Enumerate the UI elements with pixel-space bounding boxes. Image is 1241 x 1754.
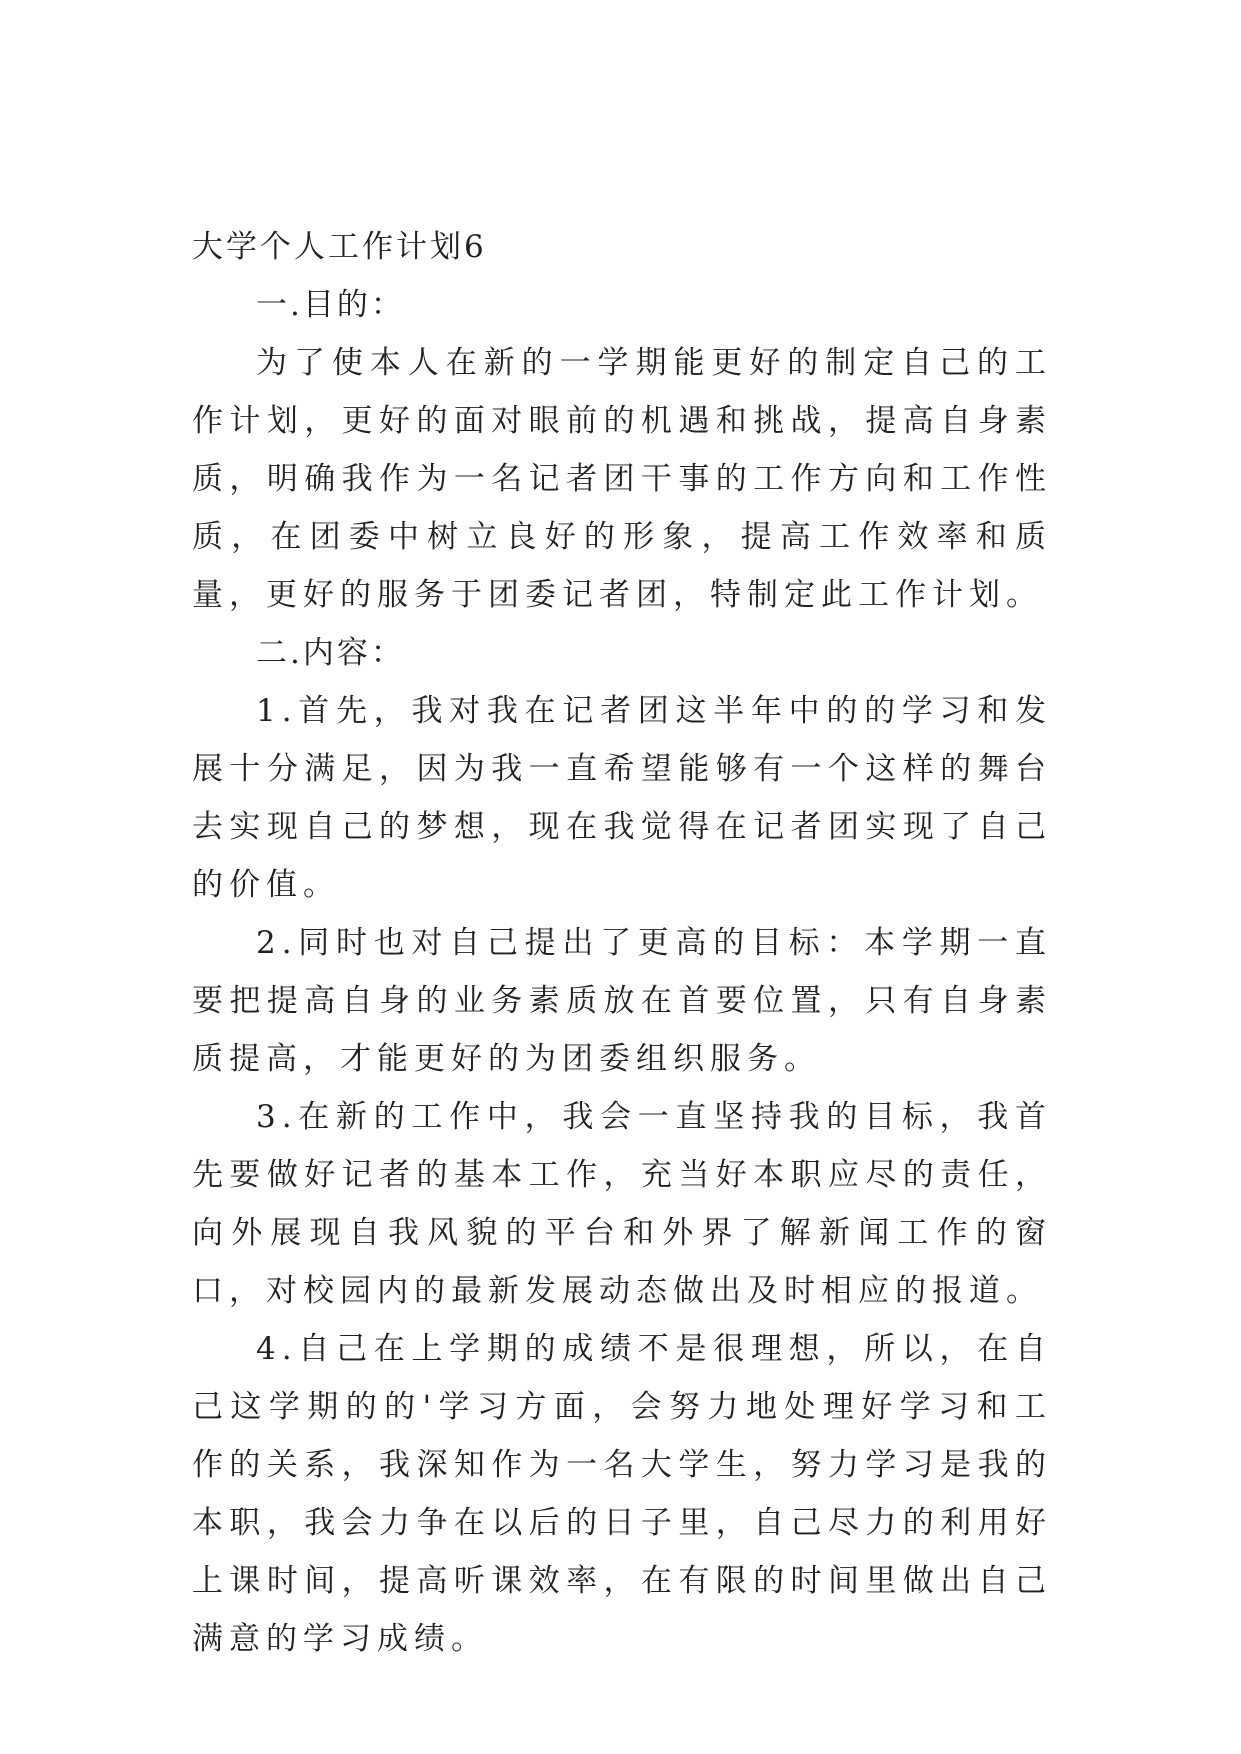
content-item-1: 1.首先，我对我在记者团这半年中的的学习和发展十分满足，因为我一直希望能够有一个这样的舞台去实现自己的梦想，现在我觉得在记者团实现了自己的价值。 xyxy=(192,693,1052,903)
section-heading-purpose: 一.目的： xyxy=(256,287,405,323)
section-heading-content: 二.内容： xyxy=(256,635,405,671)
document-title: 大学个人工作计划6 xyxy=(192,229,487,265)
document-body xyxy=(192,218,1052,1668)
content-item-4: 4.自己在上学期的成绩不是很理想，所以，在自己这学期的的'学习方面，会努力地处理好学习和工作的关系，我深知作为一名大学生，努力学习是我的本职，我会力争在以后的日子里，自己尽力的利用好上课时间，提高听课效率，在有限的时间里做出自己满意的学习成绩。 xyxy=(192,1331,1052,1657)
content-item-3: 3.在新的工作中，我会一直坚持我的目标，我首先要做好记者的基本工作，充当好本职应尽的责任，向外展现自我风貌的平台和外界了解新闻工作的窗口，对校园内的最新发展动态做出及时相应的报道。 xyxy=(192,1099,1052,1309)
content-item-2: 2.同时也对自己提出了更高的目标：本学期一直要把提高自身的业务素质放在首要位置，只有自身素质提高，才能更好的为团委组织服务。 xyxy=(192,925,1052,1077)
purpose-paragraph: 为了使本人在新的一学期能更好的制定自己的工作计划，更好的面对眼前的机遇和挑战，提高自身素质，明确我作为一名记者团干事的工作方向和工作性质，在团委中树立良好的形象，提高工作效率和质量，更好的服务于团委记者团，特制定此工作计划。 xyxy=(192,345,1052,613)
